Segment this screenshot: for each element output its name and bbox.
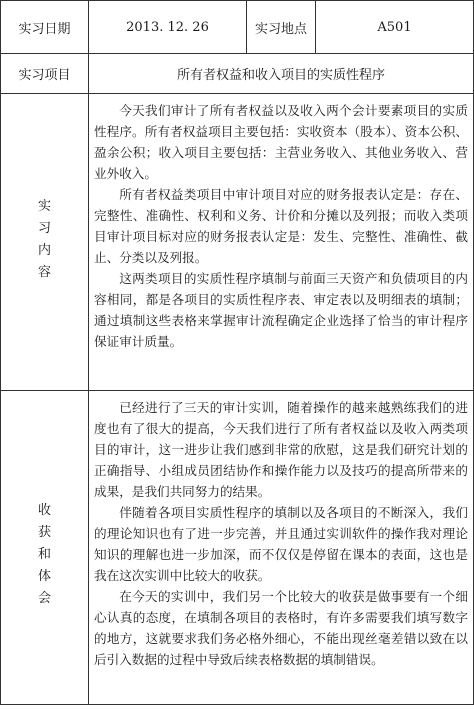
harvest-label-char: 收 [37, 503, 51, 518]
row-divider-2 [0, 93, 474, 94]
harvest-label-char: 和 [37, 547, 51, 562]
harvest-paragraph: 已经进行了三天的审计实训，随着操作的越来越熟练我们的进度也有了很大的提高，今天我们进行了所有者权益以及收入两类项目的审计，这一进步让我们感到非常的欣慰，这是我们研究计划的正确指导、小组成员团结协作和操作能力以及技巧的提高所带来的成果，是我们共同努力的结果。 [94, 400, 468, 499]
place-value: A501 [377, 19, 412, 35]
harvest-label [1, 500, 88, 610]
harvest-paragraph: 伴随着各项目实质性程序的填制以及各项目的不断深入，我们的理论知识也有了进一步完善，并且通过实训软件的操作我对理论知识的理解也进一步加深，而不仅仅是停留在课本的表面，这也是我在这次实训中比较大的收获。 [94, 505, 468, 583]
harvest-label-char: 会 [37, 591, 51, 606]
content-paragraph: 这两类项目的实质性程序填制与前面三天资产和负债项目的内容相同，都是各项目的实质性程序表、审定表以及明细表的填制；通过填制这些表格来掌握审计流程确定企业选择了恰当的审计程序保证审计质量。 [94, 271, 468, 349]
content-paragraph: 今天我们审计了所有者权益以及收入两个会计要素项目的实质性程序。所有者权益项目主要包括：实收资本（股本）、资本公积、盈余公积；收入项目主要包括：主营业务收入、其他业务收入、营业外收入。 [94, 103, 468, 181]
content-label-char: 内 [37, 243, 51, 258]
table-border-bottom [0, 704, 474, 705]
project-label: 实习项目 [18, 68, 71, 83]
content-paragraph: 所有者权益类项目中审计项目对应的财务报表认定是：存在、完整性、准确性、权利和义务、计价和分摊以及列报；而收入类项目审计项目标对应的财务报表认定是：发生、完整性、准确性、截止、分类以及列报。 [94, 187, 468, 265]
label-column-divider [88, 0, 89, 705]
date-value: 2013. 12. 26 [126, 19, 209, 35]
content-label-char: 习 [37, 221, 51, 236]
harvest-label-char: 获 [37, 525, 51, 540]
content-label [1, 196, 88, 284]
content-text [94, 100, 468, 388]
project-value: 所有者权益和收入项目的实质性程序 [176, 68, 385, 83]
place-label: 实习地点 [254, 21, 307, 37]
harvest-label-char: 体 [37, 569, 51, 584]
date-label: 实习日期 [18, 21, 71, 37]
content-label-char: 实 [37, 199, 51, 214]
content-label-char: 容 [37, 265, 51, 280]
harvest-paragraph: 在今天的实训中，我们另一个比较大的收获是做事要有一个细心认真的态度，在填制各项目的表格时，有许多需要我们填写数字的地方，这就要求我们务必格外细心，不能出现丝毫差错以致在以后引入数据的过程中导致后续表格数据的填制错误。 [94, 589, 468, 667]
harvest-text [94, 397, 468, 702]
row-divider-3 [0, 390, 474, 391]
